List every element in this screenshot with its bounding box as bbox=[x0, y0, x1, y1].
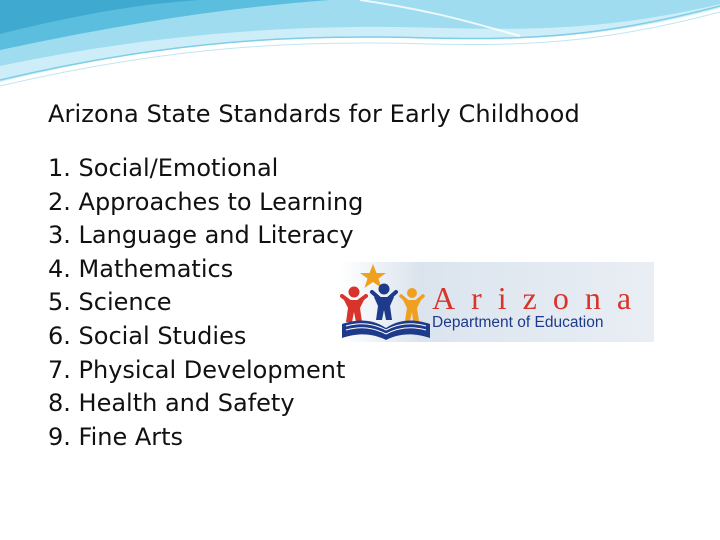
logo-wordmark: Arizona bbox=[432, 280, 648, 316]
standards-list bbox=[48, 152, 363, 454]
children-star-book-icon bbox=[340, 262, 432, 342]
slide-title: Arizona State Standards for Early Childhood bbox=[48, 100, 580, 128]
standard-item: 5. Science bbox=[48, 288, 172, 317]
standard-item: 4. Mathematics bbox=[48, 254, 234, 283]
standard-item: 7. Physical Development bbox=[48, 355, 346, 384]
standard-item: 6. Social Studies bbox=[48, 321, 247, 350]
standard-item: 9. Fine Arts bbox=[48, 422, 184, 451]
standard-item: 8. Health and Safety bbox=[48, 389, 295, 418]
logo-department-text: Department of Education bbox=[432, 314, 604, 331]
standard-item: 1. Social/Emotional bbox=[48, 154, 279, 182]
standard-item: 2. Approaches to Learning bbox=[48, 187, 364, 216]
arizona-department-of-education-logo bbox=[340, 262, 654, 342]
header-wave-decoration bbox=[0, 0, 720, 90]
standard-item: 3. Language and Literacy bbox=[48, 221, 354, 250]
